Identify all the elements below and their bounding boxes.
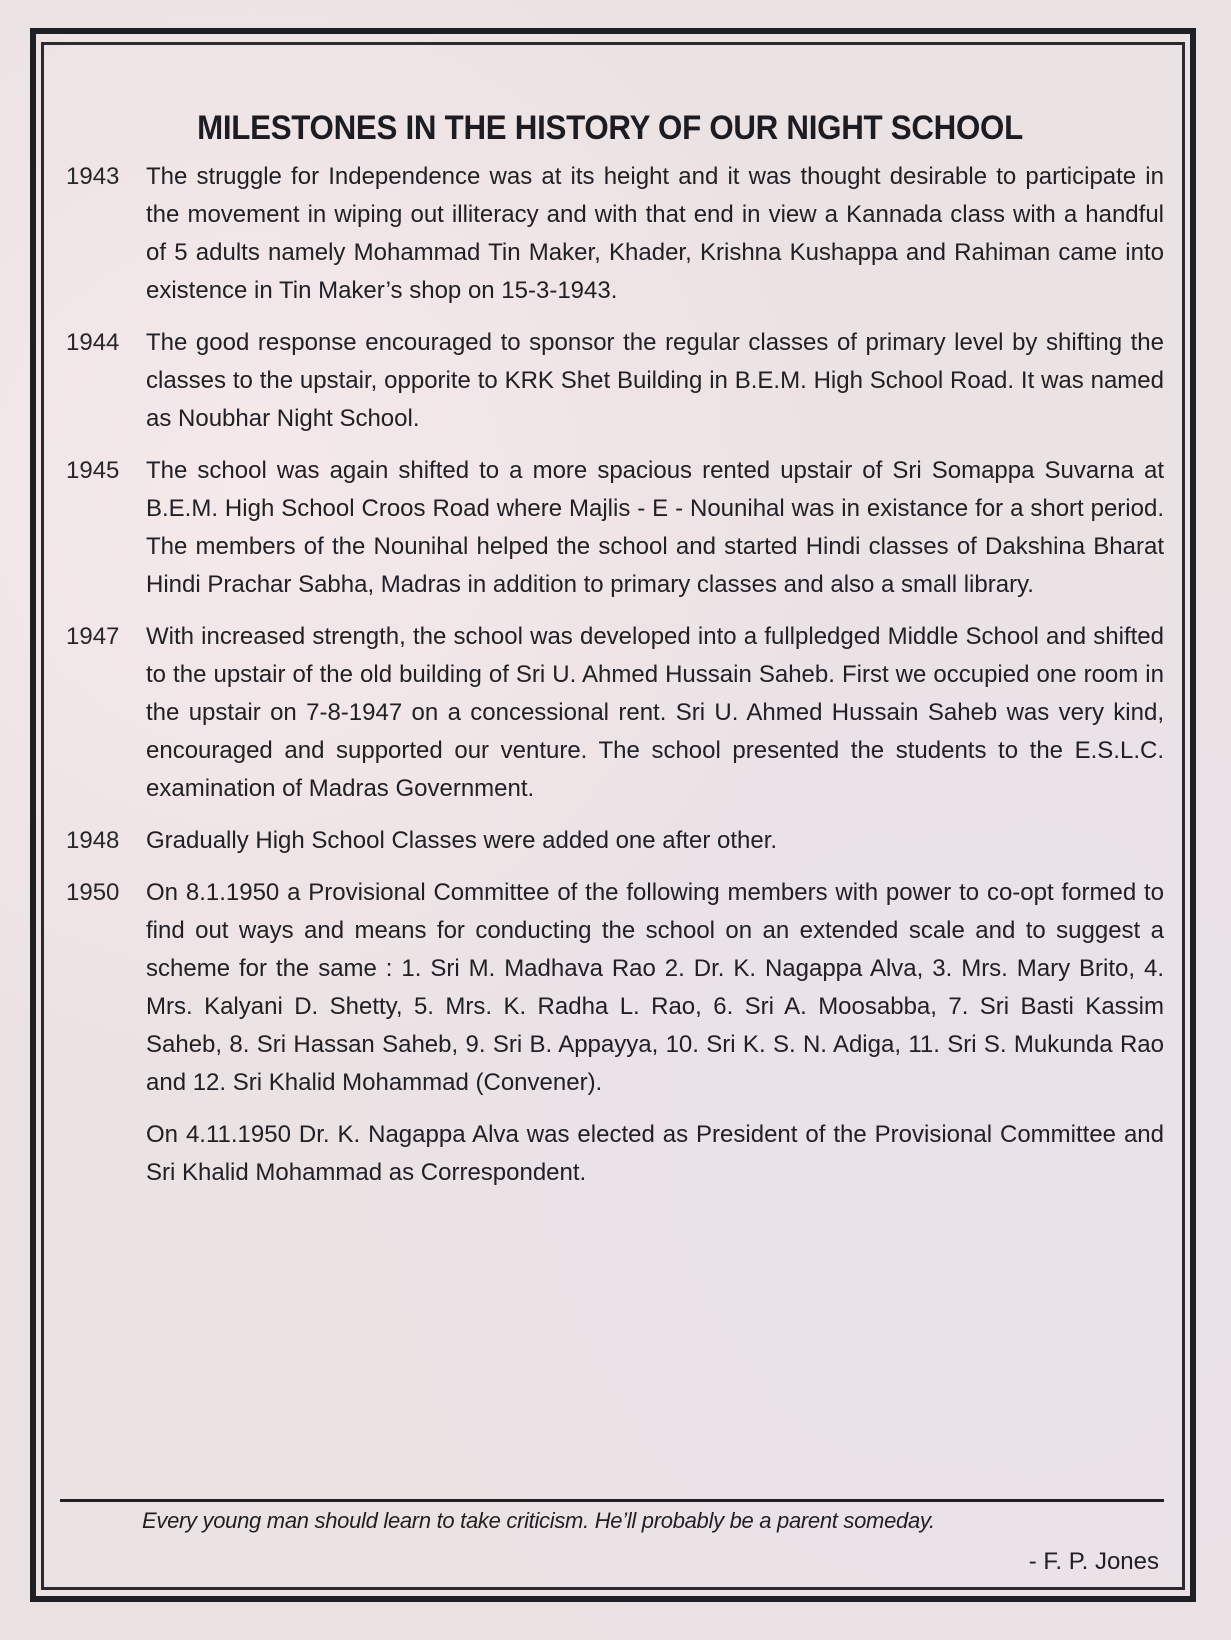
milestone-text: The struggle for Independence was at its height and it was thought desirable to participate in the movement in wiping out illiteracy and with that end in view a Kannada class with a handful of 5 adults namely Mohammad Tin Maker, Khader, Krishna Kushappa and Rahiman came into existence in Tin Maker’s shop on 15-3-1943. [146, 163, 1164, 304]
milestone-entry-1950-continued [66, 1116, 1164, 1192]
milestone-year: 1945 [66, 457, 120, 484]
milestone-list [66, 158, 1164, 1206]
milestone-year: 1943 [66, 163, 120, 190]
milestone-year [66, 1116, 146, 1192]
milestone-text: With increased strength, the school was developed into a fullpledged Middle School and shifted to the upstair of the old building of Sri U. Ahmed Hussain Saheb. First we occupied one room in the upstair on 7-8-1947 on a concessional rent. Sri U. Ahmed Hussain Saheb was very kind, encouraged and supported our venture. The school presented the students to the E.S.L.C. examination of Madras Government. [146, 623, 1164, 802]
milestone-entry-1945 [66, 452, 1164, 604]
milestone-entry-1950 [66, 874, 1164, 1102]
milestone-text: The school was again shifted to a more spacious rented upstair of Sri Somappa Suvarna at B.E.M. High School Croos Road where Majlis - E - Nounihal was in existance for a short period. The members of the Nounihal helped the school and started Hindi classes of Dakshina Bharat Hindi Prachar Sabha, Madras in addition to primary classes and also a small library. [146, 457, 1164, 598]
milestone-text: Gradually High School Classes were added one after other. [146, 827, 778, 854]
page-title: MILESTONES IN THE HISTORY OF OUR NIGHT SCHOOL [197, 108, 1023, 147]
milestone-entry-1943 [66, 158, 1164, 310]
milestone-entry-1947 [66, 618, 1164, 808]
milestone-year: 1944 [66, 329, 120, 356]
divider-line [60, 1499, 1164, 1502]
milestone-text: On 4.11.1950 Dr. K. Nagappa Alva was elected as President of the Provisional Committee and Sri Khalid Mohammad as Correspondent. [146, 1121, 1164, 1186]
milestone-year: 1948 [66, 827, 120, 854]
milestone-text: The good response encouraged to sponsor the regular classes of primary level by shifting the classes to the upstair, opporite to KRK Shet Building in B.E.M. High School Road. It was named as Noubhar Night School. [146, 329, 1164, 432]
milestone-year: 1947 [66, 623, 120, 650]
milestone-entry-1944 [66, 324, 1164, 438]
milestone-text: On 8.1.1950 a Provisional Committee of the following members with power to co-opt formed to find out ways and means for conducting the school on an extended scale and to suggest a scheme for the same : 1. Sri M. Madhava Rao 2. Dr. K. Nagappa Alva, 3. Mrs. Mary Brito, 4. Mrs. Kalyani D. Shetty, 5. Mrs. K. Radha L. Rao, 6. Sri A. Moosabba, 7. Sri Basti Kassim Saheb, 8. Sri Hassan Saheb, 9. Sri B. Appayya, 10. Sri K. S. N. Adiga, 11. Sri S. Mukunda Rao and 12. Sri Khalid Mohammad (Convener). [146, 879, 1164, 1096]
milestone-year: 1950 [66, 879, 120, 906]
quote-author: - F. P. Jones [1028, 1548, 1159, 1575]
milestone-entry-1948 [66, 822, 1164, 860]
quote-text: Every young man should learn to take criticism. He’ll probably be a parent someday. [142, 1508, 935, 1533]
